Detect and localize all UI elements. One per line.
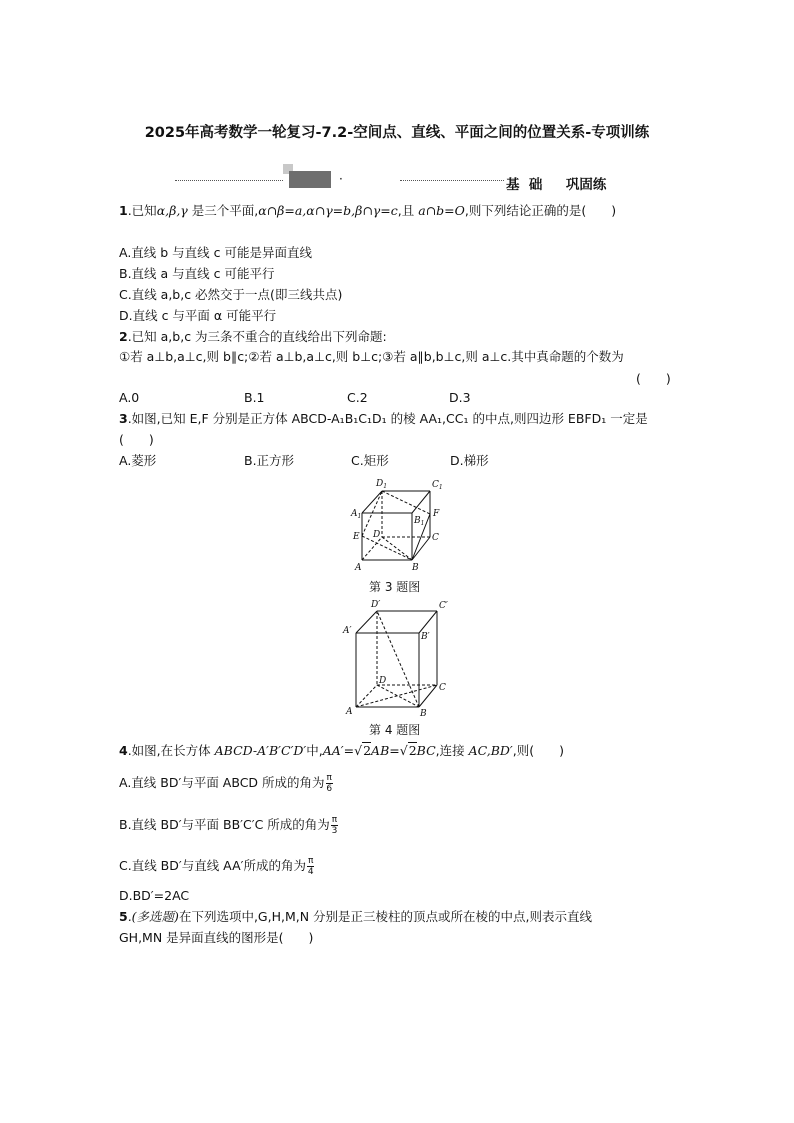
page-title: 2025年高考数学一轮复习-7.2-空间点、直线、平面之间的位置关系-专项训练 (144, 125, 650, 141)
edge-bp-cp (419, 611, 437, 633)
q4-figure-caption: 第 4 题图 (369, 723, 421, 737)
label-cp: C′ (439, 601, 448, 611)
q4-option-b: B.直线 BD′与平面 BB′C′C 所成的角为 $\frac{\pi}{3}$ (119, 815, 338, 836)
q2-answer-blank: ( ) (636, 371, 671, 386)
q2-stem: 2.已知 a,b,c 为三条不重合的直线给出下列命题: (119, 329, 387, 344)
segment-a-c (356, 685, 437, 707)
edge-b-c (419, 685, 437, 707)
fraction: $\frac{\pi}{4}$ (307, 856, 314, 877)
edge-b-c (412, 537, 430, 560)
section-block-dark (289, 171, 331, 188)
q2-number: 2 (119, 329, 128, 344)
q4-box-figure (340, 596, 460, 718)
q3-option-a: A.菱形 (119, 453, 157, 468)
q1-option-d: D.直线 c 与平面 α 可能平行 (119, 308, 277, 323)
q3-option-c: C.矩形 (351, 453, 389, 468)
label-c: C (432, 533, 439, 543)
segment-b-dp (377, 611, 419, 707)
edge-b1-c1 (412, 491, 430, 513)
q1-option-a: A.直线 b 与直线 c 可能是异面直线 (119, 245, 313, 260)
q1-option-c: C.直线 a,b,c 必然交于一点(即三线共点) (119, 287, 343, 302)
q4-number: 4 (119, 743, 128, 758)
label-e: E (353, 532, 360, 542)
q3-option-b: B.正方形 (244, 453, 295, 468)
q5-number: 5 (119, 909, 128, 924)
label-c: C (439, 683, 446, 693)
label-a1: $A_1$ (351, 509, 362, 520)
segment-d1-f (382, 491, 430, 514)
q4-option-a: A.直线 BD′与平面 ABCD 所成的角为 $\frac{\pi}{6}$ (119, 773, 333, 794)
label-c1: $C_1$ (432, 480, 443, 491)
sqrt-2: √2 (399, 743, 417, 758)
label-a: A (346, 707, 353, 717)
label-bp: B′ (421, 632, 430, 642)
q3-stem: 3.如图,已知 E,F 分别是正方体 ABCD-A₁B₁C₁D₁ 的棱 AA₁,CC₁ 的中点,则四边形 EBFD₁ 一定是 (119, 411, 648, 426)
label-ap: A′ (343, 626, 352, 636)
q4-option-d: D.BD′=2AC (119, 888, 190, 903)
q4-option-c: C.直线 BD′与直线 AA′所成的角为 $\frac{\pi}{4}$ (119, 856, 314, 877)
q5-stem-continued: GH,MN 是异面直线的图形是( ) (119, 930, 314, 945)
edge-a1-d1 (362, 491, 382, 513)
q3-option-d: D.梯形 (450, 453, 489, 468)
q2-option-b: B.1 (244, 390, 265, 405)
segment-b-d (382, 537, 412, 560)
q2-propositions: ①若 a⊥b,a⊥c,则 b∥c;②若 a⊥b,a⊥c,则 b⊥c;③若 a∥b,b⊥c,则 a⊥c.其中真命题的个数为 (119, 349, 624, 364)
q3-figure-caption: 第 3 题图 (369, 580, 421, 594)
label-d: D (379, 676, 387, 686)
section-label: 基 础 巩固练 (506, 177, 607, 193)
label-d: D (373, 530, 381, 540)
label-f: F (433, 509, 440, 519)
q2-option-c: C.2 (347, 390, 368, 405)
dotted-rule-left (175, 180, 283, 181)
q3-number: 3 (119, 411, 128, 426)
edge-ap-dp (356, 611, 377, 633)
q2-option-d: D.3 (449, 390, 471, 405)
q1-option-b: B.直线 a 与直线 c 可能平行 (119, 266, 275, 281)
label-b: B (412, 563, 419, 573)
segment-d-b (377, 685, 419, 707)
fraction: $\frac{\pi}{6}$ (326, 773, 333, 794)
segment-e-b (362, 536, 412, 560)
label-a: A (355, 563, 362, 573)
q4-stem: 4.如图,在长方体 ABCD-A′B′C′D′中,AA′=√2AB=√2BC,连接 AC,BD′,则( ) (119, 743, 564, 758)
q1-stem: 1.已知α,β,γ 是三个平面,α∩β=a,α∩γ=b,β∩γ=c,且 a∩b=O,则下列结论正确的是( ) (119, 203, 617, 218)
dotted-rule-right (400, 180, 504, 181)
label-dp: D′ (371, 600, 381, 610)
fraction: $\frac{\pi}{3}$ (331, 815, 338, 836)
q3-cube-figure (340, 474, 460, 574)
label-b: B (420, 709, 427, 718)
q1-number: 1 (119, 203, 128, 218)
label-d1: $D_1$ (376, 479, 388, 490)
label-b1: $B_1$ (414, 516, 425, 527)
section-mark: · (339, 172, 343, 186)
q3-answer-blank: ( ) (119, 432, 154, 447)
q5-stem: 5.(多选题)在下列选项中,G,H,M,N 分别是正三棱柱的顶点或所在棱的中点,则表示直线 (119, 909, 593, 924)
sqrt-2: √2 (354, 743, 372, 758)
q2-option-a: A.0 (119, 390, 140, 405)
